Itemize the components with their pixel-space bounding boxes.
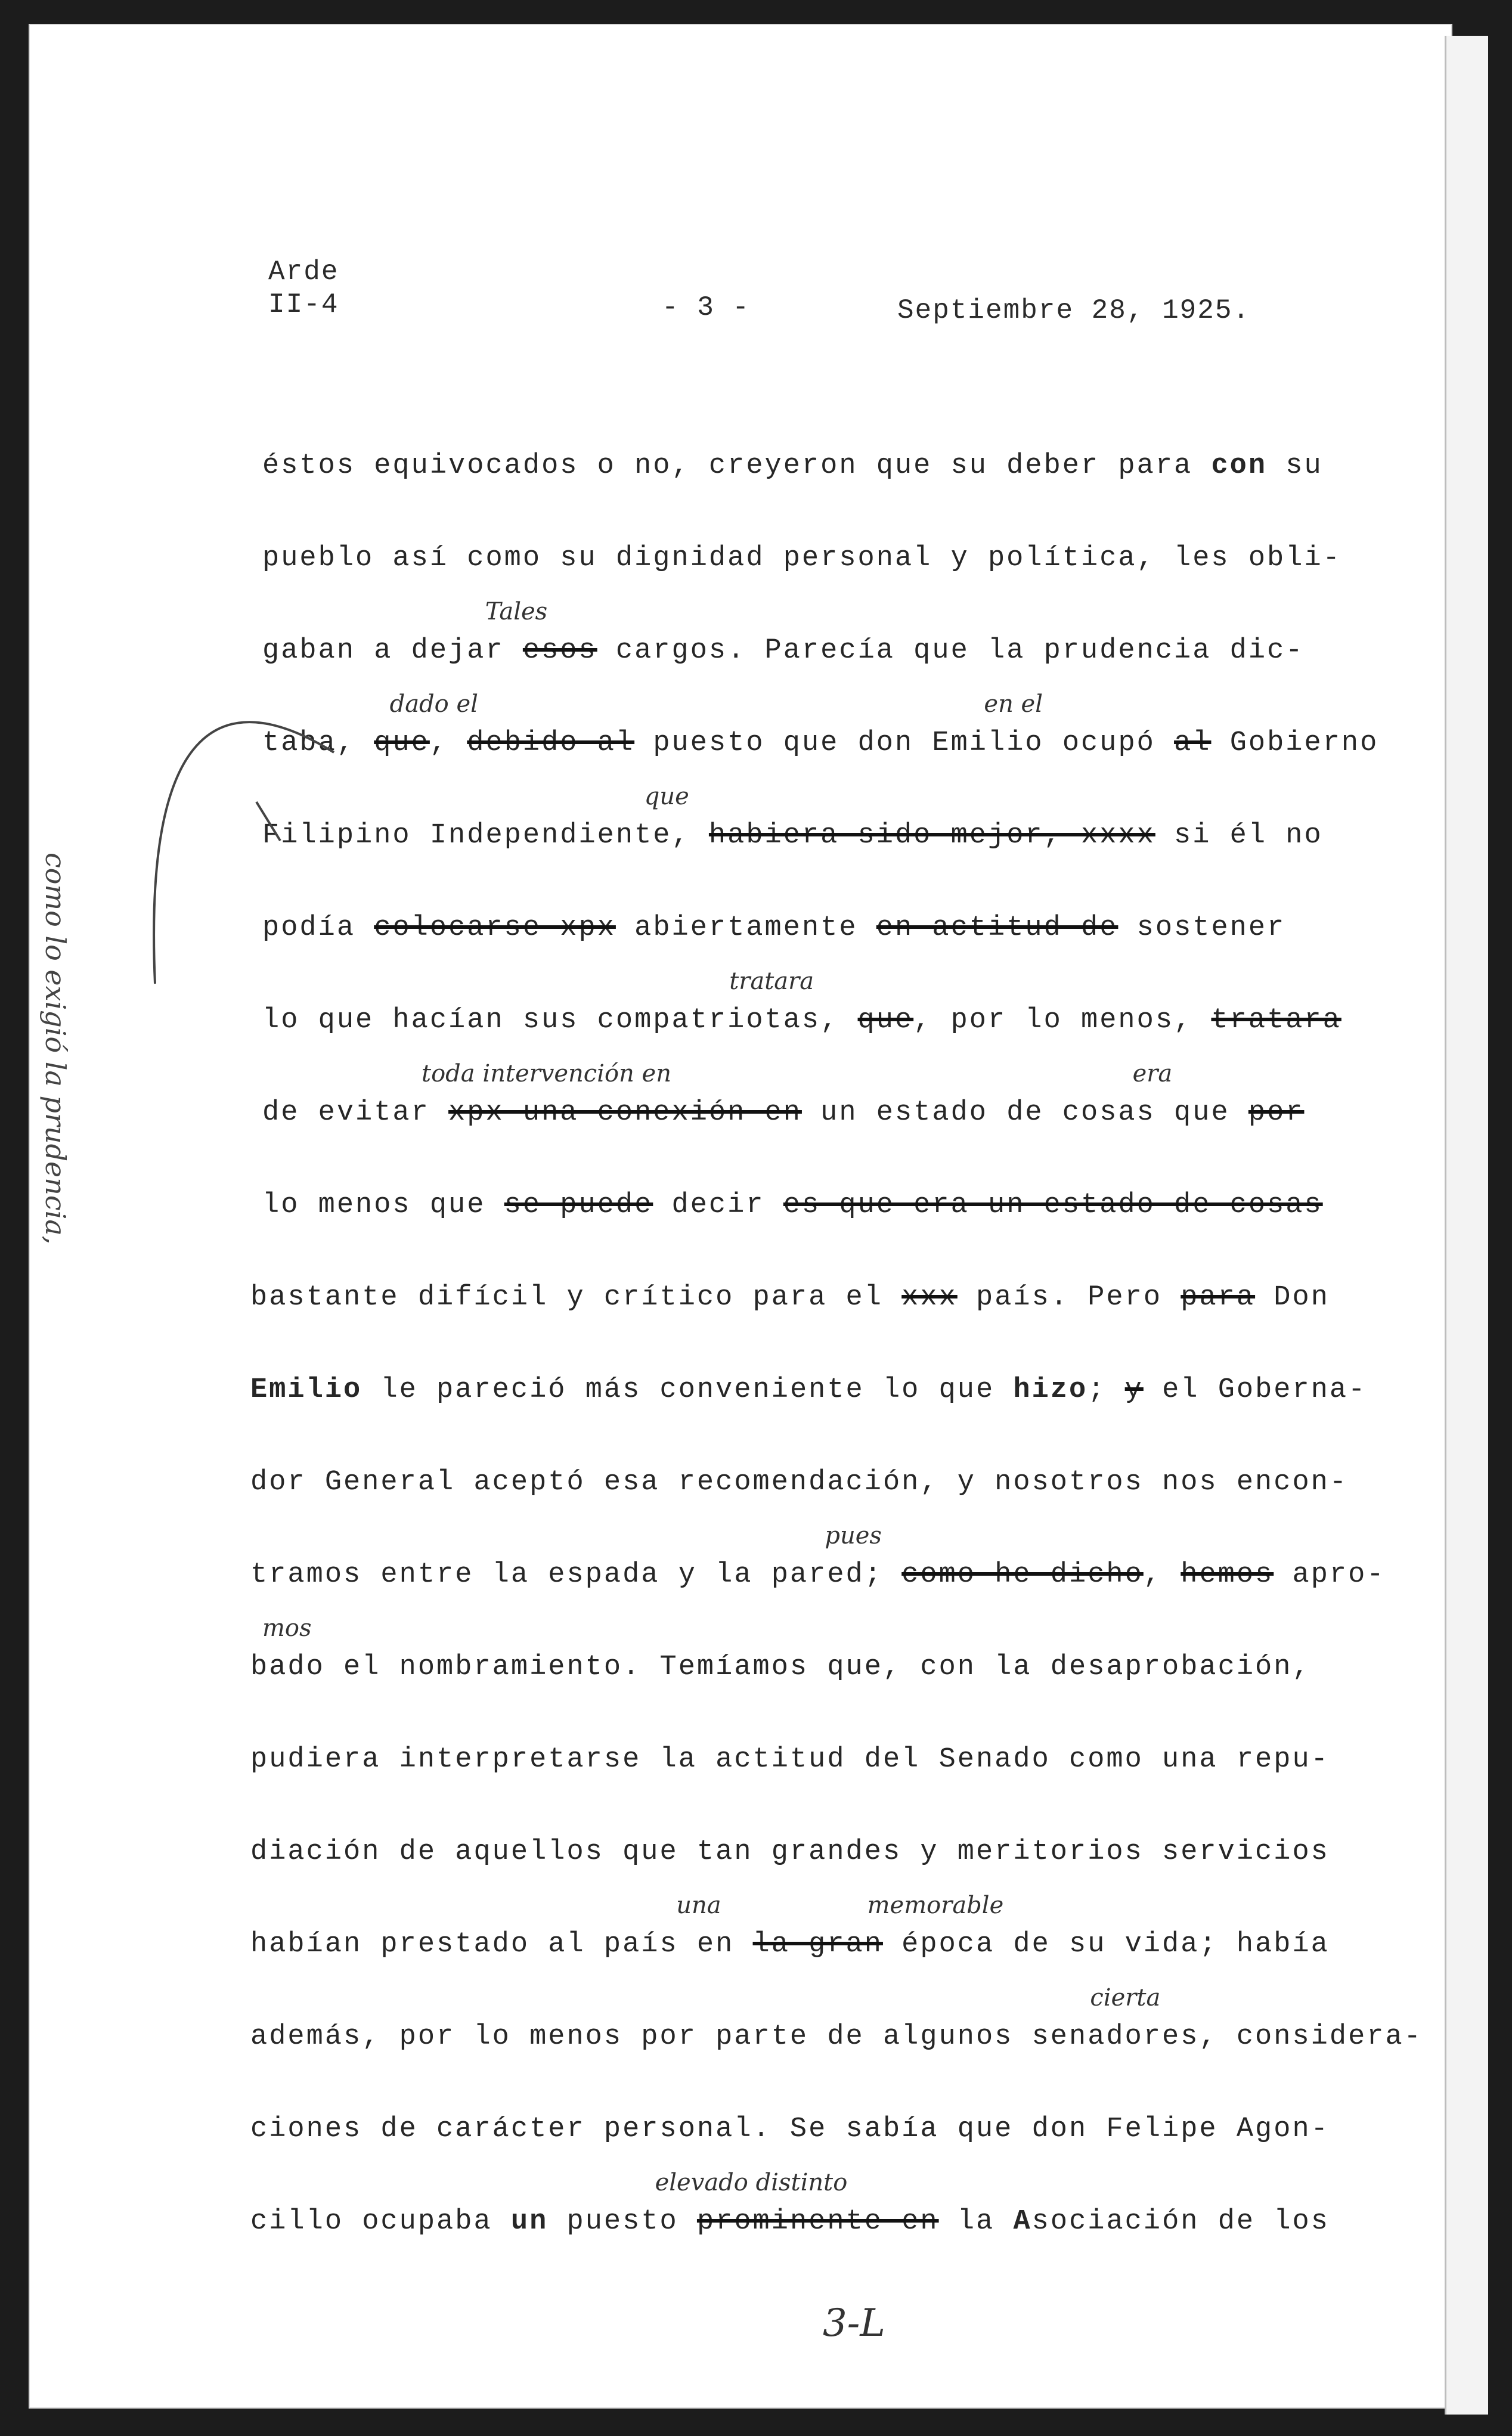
text-run: la: [938, 2206, 1014, 2237]
text-run: cargos. Parecía que la prudencia dic-: [597, 635, 1305, 667]
text-run: su: [1267, 450, 1323, 482]
body-line: [262, 912, 1285, 944]
text-run: ciones de carácter personal. Se sabía que don Felipe Agon-: [250, 2113, 1330, 2145]
text-run: lo menos que: [262, 1189, 504, 1221]
overtyped-text: hizo: [1013, 1374, 1088, 1406]
text-run: época de su vida; había: [882, 1929, 1330, 1960]
text-run: podía: [262, 912, 374, 944]
body-line: [250, 1836, 1330, 1868]
handwritten-correction: pues: [825, 1522, 882, 1549]
struck-text: es que era un estado de cosas: [783, 1189, 1323, 1221]
text-run: habían prestado al país en: [250, 1929, 753, 1960]
text-run: ,: [429, 727, 467, 759]
text-run: país. Pero: [957, 1282, 1181, 1313]
struck-text: xpx una conexión en: [448, 1097, 802, 1129]
struck-text: habiera sido mejor, xxxx: [708, 820, 1155, 851]
text-run: dor General aceptó esa recomendación, y nosotros nos encon-: [250, 1467, 1349, 1498]
struck-text: por: [1248, 1097, 1305, 1129]
text-run: pudiera interpretarse la actitud del Senado como una repu-: [250, 1744, 1330, 1775]
handwritten-correction: en el: [984, 690, 1043, 718]
text-run: Don: [1255, 1282, 1330, 1313]
body-line: [250, 1282, 1330, 1313]
struck-text: que: [857, 1005, 914, 1036]
paper-edge: [1445, 36, 1488, 2415]
document-date: Septiembre 28, 1925.: [897, 295, 1251, 326]
text-run: puesto: [548, 2206, 697, 2237]
handwritten-correction: mos: [262, 1614, 312, 1642]
footer-mark: 3-L: [823, 2301, 885, 2345]
text-run: pueblo así como su dignidad personal y política, les obli-: [262, 543, 1341, 574]
struck-text: la gran: [752, 1929, 883, 1960]
text-run: taba,: [262, 727, 374, 759]
margin-note: como lo exigió la prudencia,: [39, 853, 72, 1245]
handwritten-correction: dado el: [389, 690, 478, 718]
handwritten-correction: elevado distinto: [655, 2169, 848, 2196]
text-run: sostener: [1118, 912, 1286, 944]
overtyped-text: un: [510, 2206, 549, 2237]
body-line: [262, 450, 1323, 482]
text-run: Filipino Independiente,: [262, 820, 709, 851]
text-run: si él no: [1155, 820, 1323, 851]
text-run: abiertamente: [615, 912, 876, 944]
body-line: [250, 1651, 1311, 1683]
text-run: lo que hacían sus compatriotas,: [262, 1005, 858, 1036]
struck-text: se puede: [504, 1189, 653, 1221]
text-run: cillo ocupaba: [250, 2206, 511, 2237]
body-line: [250, 1467, 1348, 1498]
struck-text: esos: [522, 635, 597, 667]
struck-text: y: [1124, 1374, 1144, 1406]
body-line: [250, 1374, 1367, 1406]
body-line: [250, 1929, 1330, 1960]
text-run: gaban a dejar: [262, 635, 523, 667]
handwritten-correction: que: [644, 783, 689, 810]
body-line: [262, 1189, 1323, 1221]
struck-text: xxx: [901, 1282, 958, 1313]
body-line: [262, 820, 1323, 851]
text-run: bado el nombramiento. Temíamos que, con la desaprobación,: [250, 1651, 1311, 1683]
struck-text: prominente en: [696, 2206, 939, 2237]
handwritten-correction: era: [1132, 1060, 1173, 1087]
text-run: además, por lo menos por parte de algunos senadores, considera-: [250, 2021, 1423, 2053]
handwritten-correction: Tales: [485, 598, 548, 625]
body-line: [262, 1097, 1304, 1129]
handwritten-correction: cierta: [1090, 1984, 1161, 2012]
text-run: éstos equivocados o no, creyeron que su deber para: [262, 450, 1212, 482]
text-run: decir: [653, 1189, 783, 1221]
body-line: [250, 1559, 1386, 1591]
overtyped-text: Emilio: [250, 1374, 362, 1406]
body-line: [262, 1005, 1341, 1036]
struck-text: al: [1174, 727, 1212, 759]
struck-text: debido al: [467, 727, 635, 759]
text-run: apro-: [1274, 1559, 1386, 1591]
page-number: - 3 -: [662, 292, 751, 323]
overtyped-text: A: [1013, 2206, 1032, 2237]
body-line: [250, 2206, 1330, 2237]
body-line: [262, 635, 1304, 667]
text-run: un estado de cosas que: [801, 1097, 1248, 1129]
text-run: sociación de los: [1031, 2206, 1330, 2237]
text-run: de evitar: [262, 1097, 449, 1129]
struck-text: hemos: [1181, 1559, 1274, 1591]
struck-text: en actitud de: [876, 912, 1118, 944]
handwritten-correction: tratara: [729, 968, 814, 995]
body-line: [250, 1744, 1330, 1775]
text-run: el Goberna-: [1143, 1374, 1367, 1406]
text-run: ;: [1087, 1374, 1125, 1406]
body-line: [262, 727, 1378, 759]
text-run: , por lo menos,: [913, 1005, 1212, 1036]
text-run: Gobierno: [1211, 727, 1379, 759]
body-line: [250, 2021, 1423, 2053]
series-line-2: II-4: [268, 289, 339, 320]
struck-text: para: [1181, 1282, 1256, 1313]
handwritten-correction: una: [676, 1892, 721, 1919]
text-run: ,: [1143, 1559, 1181, 1591]
handwritten-correction: toda intervención en: [422, 1060, 671, 1087]
body-line: [262, 543, 1341, 574]
text-run: tramos entre la espada y la pared;: [250, 1559, 902, 1591]
text-run: puesto que don Emilio ocupó: [634, 727, 1175, 759]
struck-text: colocarse xpx: [374, 912, 616, 944]
struck-text: tratara: [1211, 1005, 1341, 1036]
struck-text: que: [374, 727, 430, 759]
overtyped-text: con: [1211, 450, 1268, 482]
body-line: [250, 2113, 1330, 2145]
text-run: bastante difícil y crítico para el: [250, 1282, 902, 1313]
struck-text: como he dicho: [901, 1559, 1144, 1591]
text-run: le pareció más conveniente lo que: [362, 1374, 1014, 1406]
handwritten-correction: memorable: [867, 1892, 1004, 1919]
text-run: diación de aquellos que tan grandes y meritorios servicios: [250, 1836, 1330, 1868]
series-line-1: Arde: [268, 256, 339, 287]
